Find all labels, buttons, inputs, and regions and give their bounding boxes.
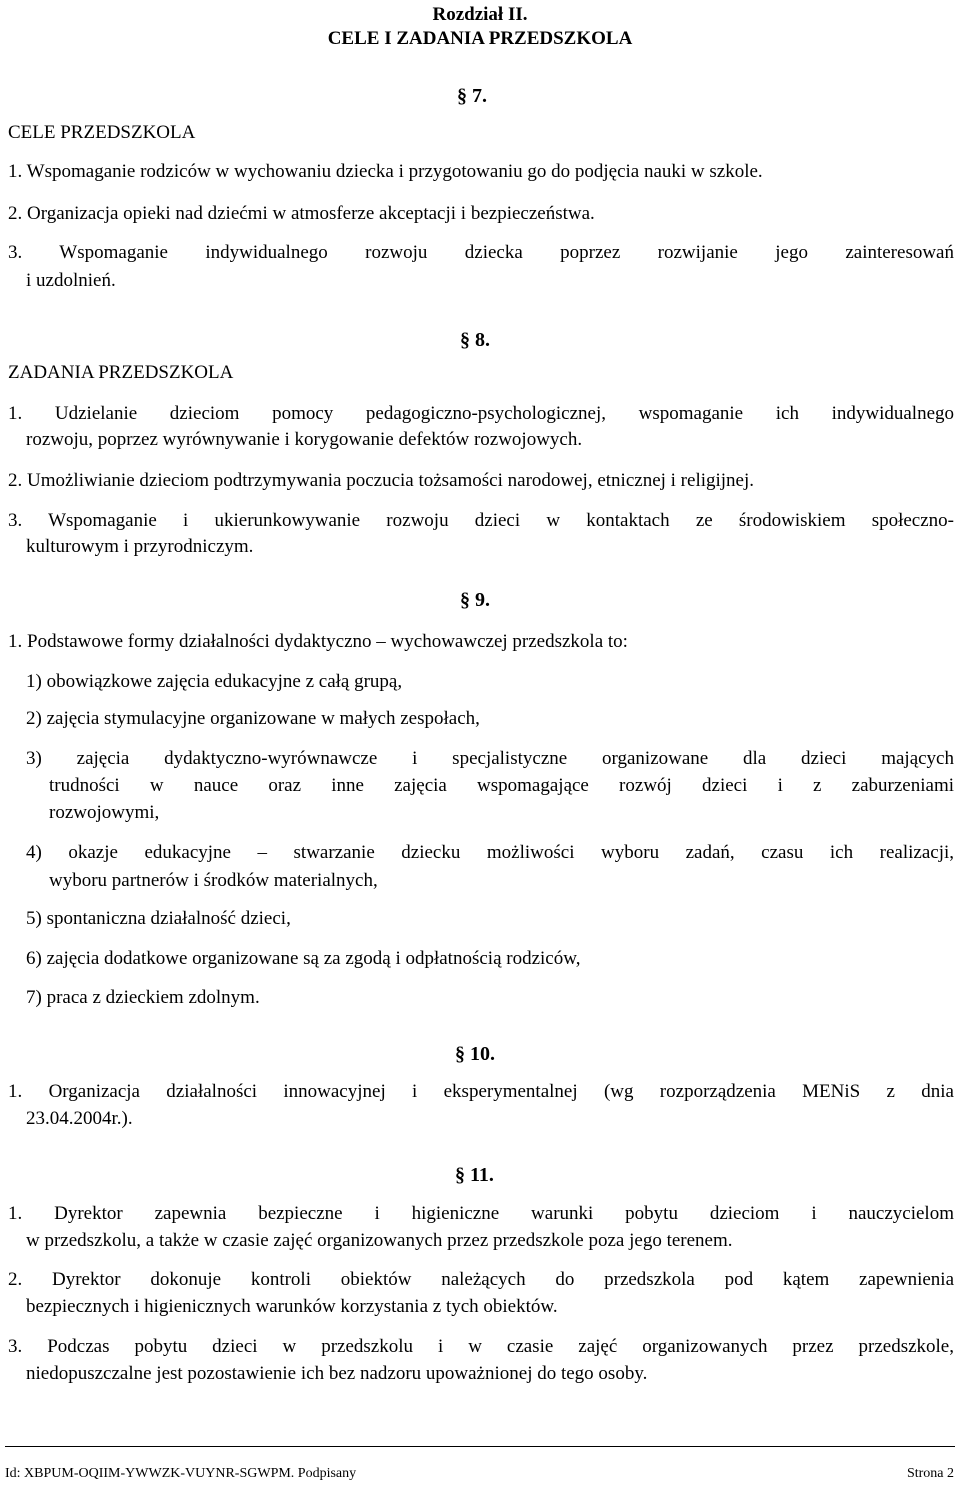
footer-page-number: Strona 2: [906, 1466, 954, 1481]
section-heading-cele: CELE PRZEDSZKOLA: [8, 122, 196, 143]
paragraph-9-number: [460, 587, 490, 613]
list-item-continuation: kulturowym i przyrodniczym.: [26, 536, 254, 557]
list-item: 3. Podczas pobytu dzieci w przedszkolu i w czasie zajęć organizowanych przez przedszkole,: [8, 1336, 954, 1357]
paragraph-number: 10.: [470, 1043, 495, 1065]
list-item-continuation: i uzdolnień.: [26, 270, 116, 291]
paragraph-number: 7.: [472, 85, 487, 107]
list-item-continuation: niedopuszczalne jest pozostawienie ich bez nadzoru upoważnionej do tego osoby.: [26, 1363, 648, 1384]
sub-item-continuation: wyboru partnerów i środków materialnych,: [49, 870, 378, 891]
list-item: 1. Organizacja działalności innowacyjnej i eksperymentalnej (wg rozporządzenia MENiS z dnia: [8, 1081, 954, 1102]
section-sign: §: [455, 1043, 465, 1065]
list-item: 3. Wspomaganie i ukierunkowywanie rozwoju dzieci w kontaktach ze środowiskiem społeczno-: [8, 510, 954, 531]
chapter-title: Rozdział II.: [432, 4, 528, 25]
list-item: 2. Organizacja opieki nad dziećmi w atmosferze akceptacji i bezpieczeństwa.: [8, 203, 595, 224]
paragraph-11-number: [455, 1162, 494, 1188]
sub-item: 1) obowiązkowe zajęcia edukacyjne z całą grupą,: [26, 671, 403, 692]
list-item-continuation: 23.04.2004r.).: [26, 1108, 133, 1129]
sub-item: 5) spontaniczna działalność dzieci,: [26, 908, 291, 929]
section-sign: §: [455, 1164, 465, 1186]
paragraph-number: 8.: [475, 329, 490, 351]
sub-item: 7) praca z dzieckiem zdolnym.: [26, 987, 260, 1008]
section-sign: §: [457, 85, 467, 107]
section-heading-zadania: ZADANIA PRZEDSZKOLA: [8, 362, 234, 383]
paragraph-10-number: [455, 1041, 495, 1067]
chapter-subtitle: CELE I ZADANIA PRZEDSZKOLA: [327, 28, 633, 49]
footer-divider: [5, 1446, 955, 1447]
paragraph-number: 11.: [470, 1164, 494, 1186]
section-sign: §: [460, 329, 470, 351]
list-item: 2. Dyrektor dokonuje kontroli obiektów należących do przedszkola pod kątem zapewnienia: [8, 1269, 954, 1290]
list-item: 1. Podstawowe formy działalności dydaktyczno – wychowawczej przedszkola to:: [8, 631, 628, 652]
list-item-continuation: w przedszkolu, a także w czasie zajęć organizowanych przez przedszkole poza jego terenem.: [26, 1230, 733, 1251]
list-item-continuation: rozwoju, poprzez wyrównywanie i korygowanie defektów rozwojowych.: [26, 429, 583, 450]
sub-item: 2) zajęcia stymulacyjne organizowane w małych zespołach,: [26, 708, 480, 729]
list-item: 1. Dyrektor zapewnia bezpieczne i higieniczne warunki pobytu dzieciom i nauczycielom: [8, 1203, 954, 1224]
list-item-continuation: bezpiecznych i higienicznych warunków korzystania z tych obiektów.: [26, 1296, 558, 1317]
sub-item: 4) okazje edukacyjne – stwarzanie dziecku możliwości wyboru zadań, czasu ich realizacji,: [26, 842, 954, 863]
list-item: 2. Umożliwianie dzieciom podtrzymywania poczucia tożsamości narodowej, etnicznej i religijnej.: [8, 470, 755, 491]
list-item: 3. Wspomaganie indywidualnego rozwoju dziecka poprzez rozwijanie jego zainteresowań: [8, 242, 954, 263]
sub-item-continuation: rozwojowymi,: [49, 802, 160, 823]
sub-item-continuation: trudności w nauce oraz inne zajęcia wspomagające rozwój dzieci i z zaburzeniami: [49, 775, 954, 796]
paragraph-number: 9.: [475, 589, 490, 611]
sub-item: 3) zajęcia dydaktyczno-wyrównawcze i specjalistyczne organizowane dla dzieci mających: [26, 748, 954, 769]
list-item: 1. Udzielanie dzieciom pomocy pedagogiczno-psychologicznej, wspomaganie ich indywidualnego: [8, 403, 954, 424]
paragraph-8-number: [460, 327, 490, 353]
section-sign: §: [460, 589, 470, 611]
sub-item: 6) zajęcia dodatkowe organizowane są za zgodą i odpłatnością rodziców,: [26, 948, 581, 969]
paragraph-7-number: [457, 83, 487, 109]
footer-document-id: Id: XBPUM-OQIIM-YWWZK-VUYNR-SGWPM. Podpisany: [5, 1466, 357, 1481]
list-item: 1. Wspomaganie rodziców w wychowaniu dziecka i przygotowaniu go do podjęcia nauki w szkole.: [8, 161, 763, 182]
